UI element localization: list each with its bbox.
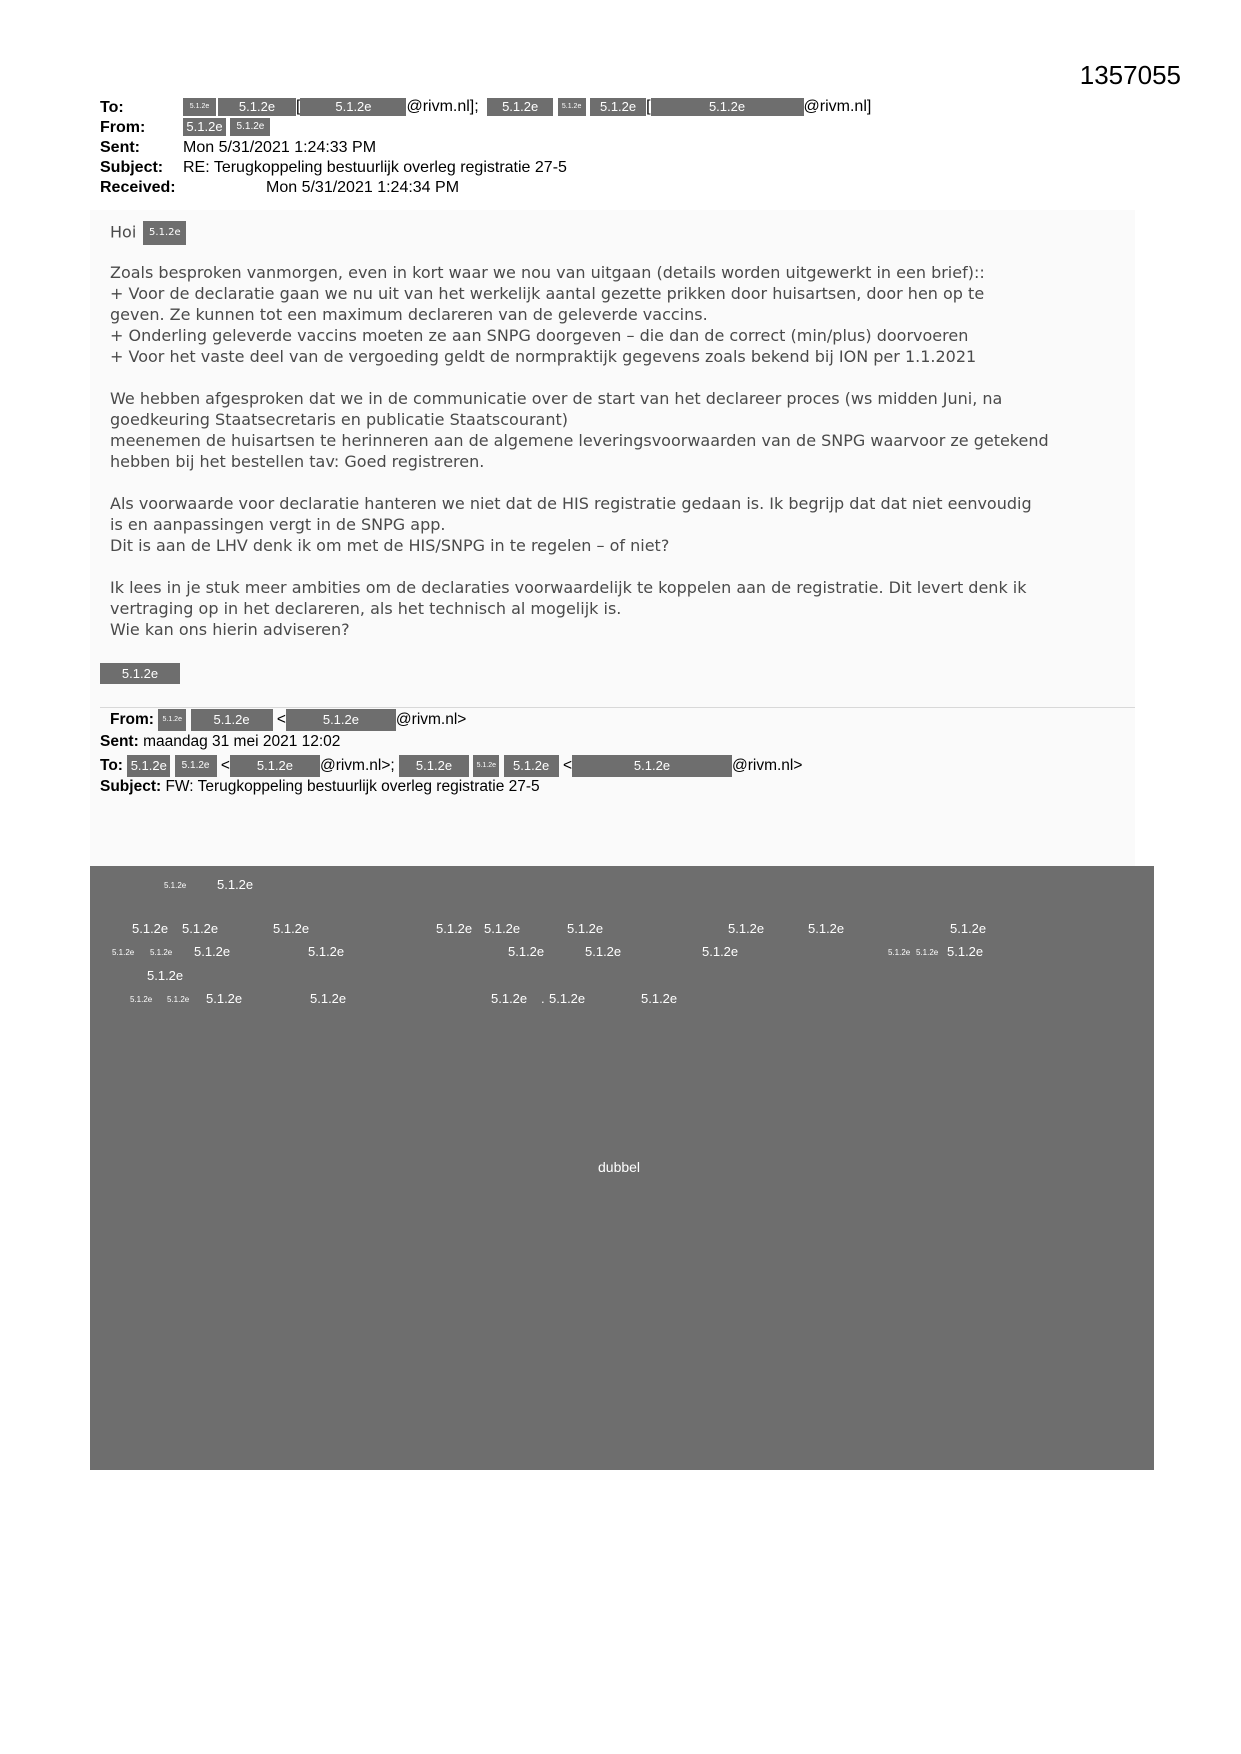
redaction: 5.1.2e [175,755,217,777]
redaction-label: 5.1.2e [308,944,345,959]
redaction-label: 5.1.2e [273,921,310,936]
redaction-label: 5.1.2e [888,948,911,957]
redaction-label: 5.1.2e [702,944,739,959]
email-domain: @rivm.nl> [395,711,467,729]
redaction: 5.1.2e [473,755,499,777]
redaction-label: 5.1.2e [585,944,622,959]
body-line: We hebben afgesproken dat we in de communicatie over de start van het declareer proces (ws midden Juni, na [110,389,1003,408]
redaction-label: 5.1.2e [194,944,231,959]
document-number: 1357055 [1079,60,1181,90]
redaction-label: 5.1.2e [147,968,184,983]
body-line: geven. Ze kunnen tot een maximum declareren van de geleverde vaccins. [110,305,708,324]
redaction-note: dubbel [598,1159,641,1175]
redaction-label: 5.1.2e [112,948,135,957]
redaction-label: 5.1.2e [217,877,254,892]
body-line: Dit is aan de LHV denk ik om met de HIS/SNPG in te regelen – of niet? [110,536,670,555]
redaction-label: 5.1.2e [167,995,190,1004]
body-line: hebben bij het bestellen tav: Goed registreren. [110,452,485,471]
redaction-label: 5.1.2e [436,921,473,936]
redacted-block: 5.1.2e 5.1.2e 5.1.2e 5.1.2e 5.1.2e 5.1.2e 5.1.2e 5.1.2e 5.1.2e 5.1.2e 5.1.2e 5.1.2e 5.1.2e 5.1.2e 5.1.2e 5.1.2e 5.1.2e 5.1.2e 5.1.2e 5.1.2e 5.1.2e 5.1.2e 5.1.2e 5.1.2e 5.1.2e 5.1.2e 5.1.2e . 5.1.2e 5.1.2e [90,866,1154,1470]
redaction: 5.1.2e [183,98,216,116]
redaction: 5.1.2e [158,709,186,731]
sent-value: Mon 5/31/2021 1:24:33 PM [183,139,377,156]
redaction: 5.1.2e [399,755,469,777]
redaction: 5.1.2e [218,98,296,116]
redaction-label: 5.1.2e [206,991,243,1006]
email-domain: @rivm.nl]; [406,98,479,116]
redaction-label: 5.1.2e [130,995,153,1004]
redaction: 5.1.2e [100,663,180,684]
redaction-label: 5.1.2e [164,881,187,890]
received-label: Received: [100,179,176,196]
fw-to: To: 5.1.2e 5.1.2e < 5.1.2e @rivm.nl>; 5.1.2e 5.1.2e 5.1.2e < 5.1.2e @rivm.nl> [100,755,802,777]
redaction: 5.1.2e [504,755,559,777]
subject-value: RE: Terugkoppeling bestuurlijk overleg registratie 27-5 [183,159,567,176]
email-domain: @rivm.nl> [732,757,803,775]
redaction-label: 5.1.2e [728,921,765,936]
redaction: 5.1.2e [143,221,186,245]
redaction: 5.1.2e [183,118,226,136]
redaction: 5.1.2e [651,98,804,116]
body-line: Als voorwaarde voor declaratie hanteren we niet dat de HIS registratie gedaan is. Ik begrijp dat dat niet eenvoudig [110,494,1032,513]
redaction-label: 5.1.2e [567,921,604,936]
body-line: Wie kan ons hierin adviseren? [110,620,350,639]
redaction-label: 5.1.2e [947,944,984,959]
redaction-label: 5.1.2e [150,948,173,957]
redaction-label: 5.1.2e [132,921,169,936]
redaction: 5.1.2e [230,118,270,136]
email-domain: @rivm.nl>; [319,757,395,775]
redaction-label: 5.1.2e [549,991,586,1006]
redaction: 5.1.2e [572,755,732,777]
redaction-label: 5.1.2e [916,948,939,957]
sent-label: Sent: [100,139,140,156]
redaction-label: 5.1.2e [491,991,528,1006]
redaction-label: 5.1.2e [484,921,521,936]
redaction: 5.1.2e [230,755,320,777]
redaction: 5.1.2e [286,709,396,731]
received-value: Mon 5/31/2021 1:24:34 PM [266,179,460,196]
redaction-label: 5.1.2e [182,921,219,936]
subject-label: Subject: [100,159,164,176]
fw-sent: Sent: maandag 31 mei 2021 12:02 [100,733,341,750]
redaction-label: 5.1.2e [641,991,678,1006]
body-line: vertraging op in het declareren, als het technisch al mogelijk is. [110,599,622,618]
divider [100,707,1135,708]
redaction-label: 5.1.2e [508,944,545,959]
body-line: + Voor de declaratie gaan we nu uit van het werkelijk aantal gezette prikken door huisartsen, door hen op te [110,284,985,303]
body-line: Zoals besproken vanmorgen, even in kort waar we nou van uitgaan (details worden uitgewerkt in een brief):: [110,263,985,282]
to-label: To: [100,99,124,116]
signature [100,663,180,684]
to-recipients: 5.1.2e 5.1.2e [ 5.1.2e @rivm.nl]; 5.1.2e 5.1.2e 5.1.2e [ 5.1.2e @rivm.nl] [183,98,871,116]
redaction: 5.1.2e [558,98,586,116]
redaction: 5.1.2e [487,98,553,116]
from-sender [183,118,270,136]
redaction-label: 5.1.2e [950,921,987,936]
greeting: Hoi 5.1.2e [110,221,186,245]
body-line: + Voor het vaste deel van de vergoeding geldt de normpraktijk gegevens zoals bekend bij ION per 1.1.2021 [110,347,977,366]
redaction-label: 5.1.2e [808,921,845,936]
redaction: 5.1.2e [590,98,646,116]
email-domain: @rivm.nl] [803,98,872,116]
redaction: 5.1.2e [191,709,273,731]
fw-subject: Subject: FW: Terugkoppeling bestuurlijk overleg registratie 27-5 [100,778,540,795]
body-line: is en aanpassingen vergt in de SNPG app. [110,515,446,534]
body-line: Ik lees in je stuk meer ambities om de declaraties voorwaardelijk te koppelen aan de registratie. Dit levert denk ik [110,578,1027,597]
fw-from: From: 5.1.2e 5.1.2e < 5.1.2e @rivm.nl> [110,709,466,731]
redaction-label: 5.1.2e [310,991,347,1006]
body-line: meenemen de huisartsen te herinneren aan de algemene leveringsvoorwaarden van de SNPG waarvoor ze getekend [110,431,1049,450]
redaction: 5.1.2e [300,98,406,116]
from-label: From: [100,119,146,136]
body-line: goedkeuring Staatsecretaris en publicatie Staatscourant) [110,410,568,429]
body-line: + Onderling geleverde vaccins moeten ze aan SNPG doorgeven – die dan de correct (min/plus) doorvoeren [110,326,969,345]
redaction: 5.1.2e [127,755,170,777]
